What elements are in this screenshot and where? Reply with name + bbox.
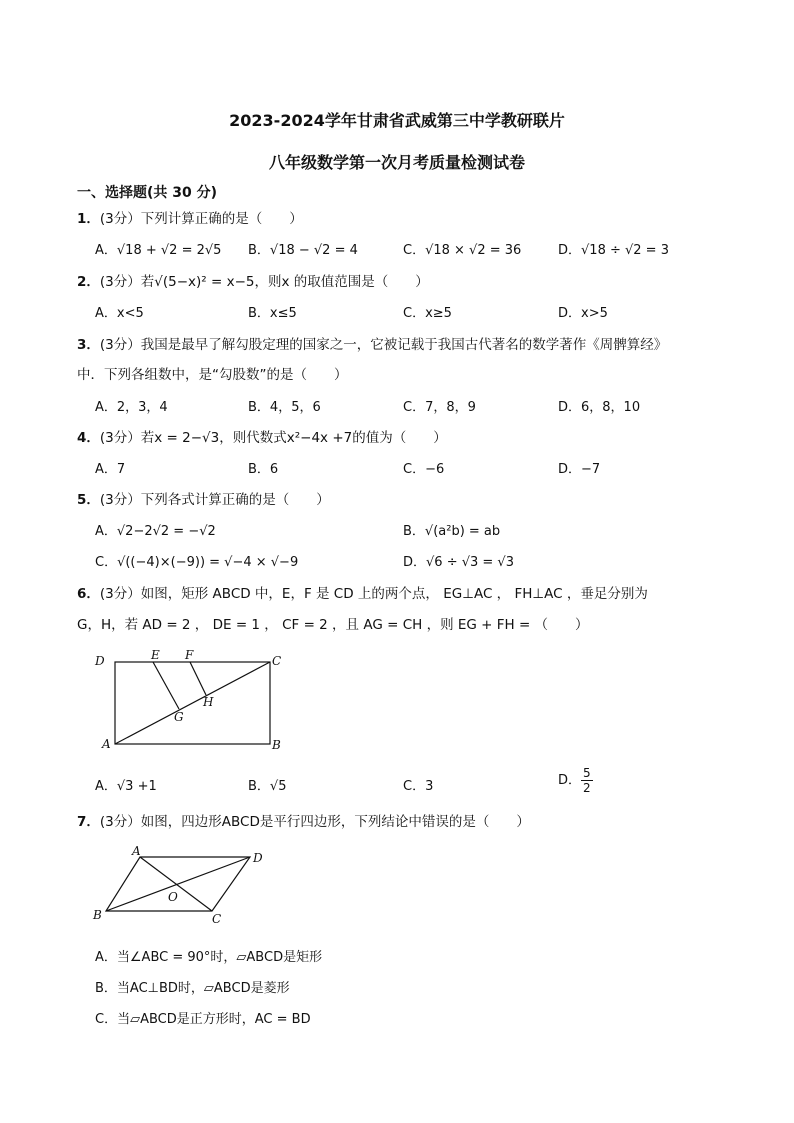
q3-option-d[interactable]: D．6，8，10 <box>558 400 641 415</box>
fraction-numerator: 5 <box>583 766 591 780</box>
q6-option-d[interactable] <box>558 766 593 795</box>
q5-option-a[interactable]: A．√2−2√2 = −√2 <box>95 524 216 539</box>
question-3-continued: 中．下列各组数中，是“勾股数”的是（ ） <box>77 367 348 383</box>
question-number: 6． <box>77 586 100 602</box>
label-d: D <box>95 654 105 668</box>
q1-option-c[interactable]: C．√18 × √2 = 36 <box>403 243 522 258</box>
q2-option-d[interactable]: D．x>5 <box>558 306 608 321</box>
q6-option-c[interactable]: C．3 <box>403 779 434 794</box>
question-number: 1． <box>77 211 100 227</box>
question-4 <box>77 426 447 446</box>
exam-title-line1: 2023-2024学年甘肃省武威第三中学教研联片 <box>229 111 565 130</box>
question-number: 2． <box>77 274 100 290</box>
q4-option-c[interactable]: C．−6 <box>403 462 445 477</box>
label-a: A <box>102 737 111 751</box>
parallelogram-figure <box>90 843 280 928</box>
segment-fh <box>190 662 206 695</box>
label-f: F <box>185 648 194 662</box>
q5-option-d[interactable]: D．√6 ÷ √3 = √3 <box>403 555 514 570</box>
section-heading: 一、选择题(共 30 分) <box>77 185 218 201</box>
q6-option-b[interactable]: B．√5 <box>248 779 287 794</box>
question-6 <box>77 582 648 602</box>
q5-option-b[interactable]: B．√(a²b) = ab <box>403 524 501 539</box>
q2-option-a[interactable]: A．x<5 <box>95 306 144 321</box>
question-6-continued: G，H，若 AD = 2 ， DE = 1 ， CF = 2 ，且 AG = CH ，则 EG + FH = （ ） <box>77 617 589 633</box>
question-text: (3分）下列各式计算正确的是（ ） <box>99 492 330 508</box>
question-number: 5． <box>77 492 100 508</box>
q6-option-a[interactable]: A．√3 +1 <box>95 779 157 794</box>
label-c: C <box>272 654 282 668</box>
option-d-prefix: D． <box>558 773 582 788</box>
q7-option-c[interactable]: C．当▱ABCD是正方形时，AC = BD <box>95 1012 311 1027</box>
segment-eg <box>153 662 179 709</box>
label-c: C <box>212 912 222 926</box>
label-o: O <box>168 890 178 904</box>
fraction-denominator: 2 <box>583 781 591 795</box>
label-e: E <box>151 648 160 662</box>
label-b: B <box>272 738 281 752</box>
q3-option-a[interactable]: A．2，3，4 <box>95 400 168 415</box>
diagonal-ac <box>115 662 270 744</box>
question-1 <box>77 207 303 227</box>
q1-option-a[interactable]: A．√18 + √2 = 2√5 <box>95 243 222 258</box>
fraction <box>581 766 593 795</box>
question-text: (3分）若√(5−x)² = x−5，则x 的取值范围是（ ） <box>99 274 429 290</box>
question-text: (3分）下列计算正确的是（ ） <box>99 211 303 227</box>
label-a: A <box>132 844 141 858</box>
label-b: B <box>93 908 102 922</box>
q4-option-b[interactable]: B．6 <box>248 462 279 477</box>
question-text: (3分）若x = 2−√3，则代数式x²−4x +7的值为（ ） <box>99 430 447 446</box>
question-3 <box>77 333 667 353</box>
q1-option-b[interactable]: B．√18 − √2 = 4 <box>248 243 358 258</box>
q7-option-b[interactable]: B．当AC⊥BD时，▱ABCD是菱形 <box>95 981 290 996</box>
q4-option-a[interactable]: A．7 <box>95 462 126 477</box>
q5-option-c[interactable]: C．√((−4)×(−9)) = √−4 × √−9 <box>95 555 299 570</box>
q4-option-d[interactable]: D．−7 <box>558 462 601 477</box>
exam-title-line2: 八年级数学第一次月考质量检测试卷 <box>268 153 525 172</box>
q2-option-c[interactable]: C．x≥5 <box>403 306 452 321</box>
label-g: G <box>174 710 184 724</box>
rectangle-figure <box>90 646 300 756</box>
question-text: (3分）我国是最早了解勾股定理的国家之一，它被记载于我国古代著名的数学著作《周髀算经》 <box>99 337 668 353</box>
question-number: 4． <box>77 430 100 446</box>
question-2 <box>77 270 429 290</box>
question-text: (3分）如图，矩形 ABCD 中，E，F 是 CD 上的两个点， EG⊥AC ， FH⊥AC ，垂足分别为 <box>99 586 648 602</box>
question-number: 7． <box>77 814 100 830</box>
label-h: H <box>203 695 214 709</box>
question-5 <box>77 488 330 508</box>
q7-option-a[interactable]: A．当∠ABC = 90°时，▱ABCD是矩形 <box>95 950 323 965</box>
diagonal-bd <box>106 857 250 911</box>
q3-option-c[interactable]: C．7，8，9 <box>403 400 476 415</box>
question-number: 3． <box>77 337 100 353</box>
q1-option-d[interactable]: D．√18 ÷ √2 = 3 <box>558 243 669 258</box>
question-text: (3分）如图，四边形ABCD是平行四边形，下列结论中错误的是（ ） <box>99 814 530 830</box>
label-d: D <box>253 851 263 865</box>
q2-option-b[interactable]: B．x≤5 <box>248 306 297 321</box>
question-7 <box>77 810 530 830</box>
q3-option-b[interactable]: B．4，5，6 <box>248 400 321 415</box>
